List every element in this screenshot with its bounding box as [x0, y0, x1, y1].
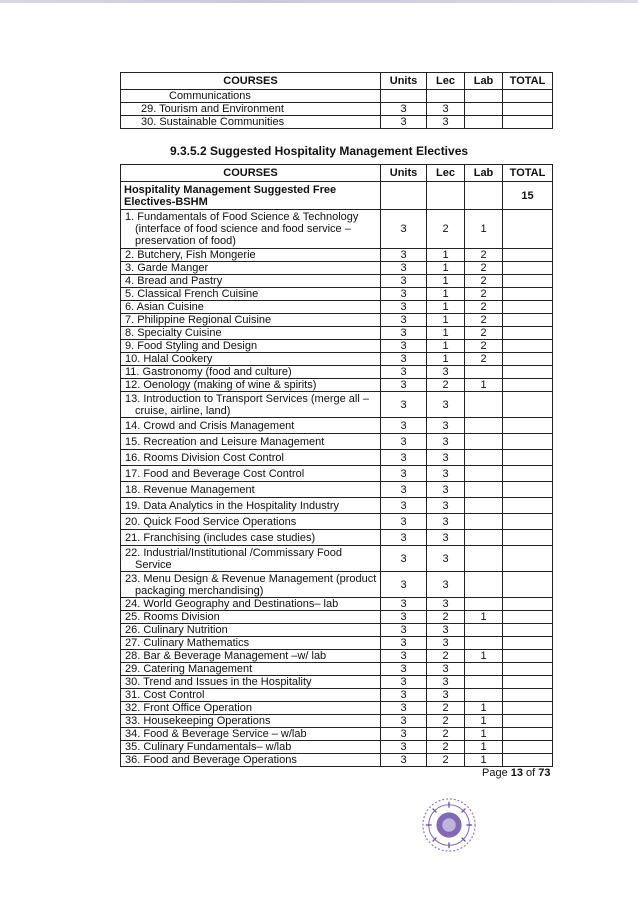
course-cell: 34. Food & Beverage Service – w/lab	[121, 728, 381, 741]
lec-cell: 3	[427, 530, 465, 546]
lec-cell: 3	[427, 689, 465, 702]
units-cell: 3	[381, 689, 427, 702]
total-cell	[503, 301, 553, 314]
lab-cell	[465, 663, 503, 676]
table-row	[121, 249, 553, 262]
total-cell	[503, 103, 553, 116]
lab-cell	[465, 676, 503, 689]
lec-cell: 1	[427, 327, 465, 340]
units-cell: 3	[381, 598, 427, 611]
lec-cell: 1	[427, 301, 465, 314]
units-cell: 3	[381, 450, 427, 466]
lab-cell	[465, 624, 503, 637]
total-cell	[503, 262, 553, 275]
course-cell: 27. Culinary Mathematics	[121, 637, 381, 650]
units-cell: 3	[381, 650, 427, 663]
header-total: TOTAL	[503, 73, 553, 90]
lab-cell	[465, 530, 503, 546]
lec-cell: 2	[427, 754, 465, 767]
units-cell: 3	[381, 498, 427, 514]
table-row	[121, 611, 553, 624]
lab-cell	[465, 466, 503, 482]
lec-cell: 3	[427, 572, 465, 598]
header-units: Units	[381, 73, 427, 90]
table-row	[121, 598, 553, 611]
course-cell: 9. Food Styling and Design	[121, 340, 381, 353]
table-row	[121, 210, 553, 249]
lec-cell: 1	[427, 275, 465, 288]
table-row	[121, 103, 553, 116]
total-cell	[503, 366, 553, 379]
units-cell: 3	[381, 702, 427, 715]
units-cell: 3	[381, 434, 427, 450]
group-units-cell	[381, 182, 427, 210]
lab-cell: 2	[465, 340, 503, 353]
page-number	[482, 767, 551, 779]
total-cell	[503, 546, 553, 572]
table-row	[121, 514, 553, 530]
course-cell: 19. Data Analytics in the Hospitality Industry	[121, 498, 381, 514]
units-cell: 3	[381, 275, 427, 288]
section-heading: 9.3.5.2 Suggested Hospitality Management Electives	[169, 144, 469, 158]
total-cell	[503, 249, 553, 262]
total-cell	[503, 650, 553, 663]
lec-cell: 3	[427, 676, 465, 689]
lec-cell	[427, 90, 465, 103]
lab-cell	[465, 116, 503, 129]
courses-table-continued	[120, 72, 553, 129]
lab-cell: 1	[465, 210, 503, 249]
units-cell: 3	[381, 741, 427, 754]
course-cell: 15. Recreation and Leisure Management	[121, 434, 381, 450]
total-cell	[503, 90, 553, 103]
lab-cell	[465, 392, 503, 418]
lab-cell	[465, 498, 503, 514]
table-row	[121, 624, 553, 637]
units-cell: 3	[381, 637, 427, 650]
lec-cell: 1	[427, 249, 465, 262]
course-cell: 33. Housekeeping Operations	[121, 715, 381, 728]
table-row	[121, 301, 553, 314]
group-lab-cell	[465, 182, 503, 210]
total-cell	[503, 598, 553, 611]
lec-cell: 2	[427, 728, 465, 741]
lab-cell	[465, 689, 503, 702]
units-cell: 3	[381, 366, 427, 379]
header-lec: Lec	[427, 73, 465, 90]
units-cell: 3	[381, 466, 427, 482]
table-row	[121, 379, 553, 392]
units-cell: 3	[381, 611, 427, 624]
lab-cell: 1	[465, 741, 503, 754]
lab-cell	[465, 103, 503, 116]
lab-cell	[465, 366, 503, 379]
header-courses: COURSES	[121, 165, 381, 182]
lec-cell: 3	[427, 366, 465, 379]
total-cell	[503, 353, 553, 366]
units-cell: 3	[381, 418, 427, 434]
table-row	[121, 715, 553, 728]
table-row	[121, 418, 553, 434]
table-row	[121, 340, 553, 353]
table-row	[121, 689, 553, 702]
table-row	[121, 663, 553, 676]
top-border-strip	[0, 0, 638, 3]
lec-cell: 3	[427, 637, 465, 650]
group-total: 15	[503, 182, 553, 210]
total-cell	[503, 314, 553, 327]
lab-cell: 2	[465, 275, 503, 288]
lec-cell: 3	[427, 418, 465, 434]
course-cell: 14. Crowd and Crisis Management	[121, 418, 381, 434]
header-courses: COURSES	[121, 73, 381, 90]
lec-cell: 3	[427, 392, 465, 418]
table-row	[121, 572, 553, 598]
units-cell: 3	[381, 624, 427, 637]
total-cell	[503, 116, 553, 129]
lab-cell: 1	[465, 715, 503, 728]
units-cell: 3	[381, 301, 427, 314]
header-lec: Lec	[427, 165, 465, 182]
table-row	[121, 650, 553, 663]
lec-cell: 2	[427, 741, 465, 754]
lab-cell	[465, 637, 503, 650]
header-lab: Lab	[465, 73, 503, 90]
course-cell: 18. Revenue Management	[121, 482, 381, 498]
lab-cell: 2	[465, 353, 503, 366]
table-header-row	[121, 73, 553, 90]
course-cell: 24. World Geography and Destinations– lab	[121, 598, 381, 611]
group-title-row	[121, 182, 553, 210]
table-row	[121, 546, 553, 572]
lab-cell: 2	[465, 249, 503, 262]
lec-cell: 1	[427, 314, 465, 327]
units-cell: 3	[381, 249, 427, 262]
lec-cell: 2	[427, 650, 465, 663]
lec-cell: 3	[427, 116, 465, 129]
lec-cell: 3	[427, 663, 465, 676]
lab-cell	[465, 546, 503, 572]
hospitality-electives-table	[120, 164, 553, 767]
units-cell: 3	[381, 728, 427, 741]
course-cell: 17. Food and Beverage Cost Control	[121, 466, 381, 482]
lab-cell: 2	[465, 301, 503, 314]
total-cell	[503, 392, 553, 418]
page-sep: of	[523, 767, 539, 779]
lab-cell	[465, 572, 503, 598]
lab-cell: 1	[465, 650, 503, 663]
course-cell: Communications	[121, 90, 381, 103]
units-cell: 3	[381, 210, 427, 249]
table-row	[121, 288, 553, 301]
total-cell	[503, 466, 553, 482]
units-cell: 3	[381, 676, 427, 689]
total-cell	[503, 754, 553, 767]
units-cell: 3	[381, 327, 427, 340]
total-cell	[503, 379, 553, 392]
course-cell: 6. Asian Cuisine	[121, 301, 381, 314]
total-cell	[503, 498, 553, 514]
course-cell: 4. Bread and Pastry	[121, 275, 381, 288]
lec-cell: 1	[427, 288, 465, 301]
total-cell	[503, 288, 553, 301]
units-cell: 3	[381, 482, 427, 498]
units-cell: 3	[381, 572, 427, 598]
table-row	[121, 466, 553, 482]
total-cell	[503, 434, 553, 450]
table-row	[121, 530, 553, 546]
units-cell: 3	[381, 340, 427, 353]
total-cell	[503, 340, 553, 353]
units-cell: 3	[381, 392, 427, 418]
lec-cell: 3	[427, 598, 465, 611]
units-cell: 3	[381, 715, 427, 728]
total-cell	[503, 663, 553, 676]
lab-cell: 2	[465, 262, 503, 275]
course-cell: 7. Philippine Regional Cuisine	[121, 314, 381, 327]
header-total: TOTAL	[503, 165, 553, 182]
total-cell	[503, 611, 553, 624]
lec-cell: 3	[427, 546, 465, 572]
table-row	[121, 728, 553, 741]
lab-cell: 1	[465, 611, 503, 624]
lec-cell: 1	[427, 262, 465, 275]
course-cell: 35. Culinary Fundamentals– w/lab	[121, 741, 381, 754]
lec-cell: 2	[427, 715, 465, 728]
units-cell: 3	[381, 530, 427, 546]
units-cell: 3	[381, 379, 427, 392]
units-cell: 3	[381, 663, 427, 676]
total-cell	[503, 741, 553, 754]
units-cell: 3	[381, 288, 427, 301]
table-row	[121, 702, 553, 715]
lab-cell	[465, 450, 503, 466]
lab-cell	[465, 434, 503, 450]
lec-cell: 3	[427, 450, 465, 466]
total-cell	[503, 624, 553, 637]
course-cell: 29. Tourism and Environment	[121, 103, 381, 116]
total-cell	[503, 728, 553, 741]
lec-cell: 3	[427, 482, 465, 498]
course-cell: 25. Rooms Division	[121, 611, 381, 624]
course-cell: 30. Trend and Issues in the Hospitality	[121, 676, 381, 689]
course-cell: 36. Food and Beverage Operations	[121, 754, 381, 767]
lec-cell: 3	[427, 624, 465, 637]
lec-cell: 3	[427, 498, 465, 514]
lec-cell: 3	[427, 514, 465, 530]
lab-cell: 2	[465, 288, 503, 301]
lab-cell	[465, 90, 503, 103]
lec-cell: 2	[427, 379, 465, 392]
table-row	[121, 314, 553, 327]
lab-cell: 1	[465, 728, 503, 741]
total-cell	[503, 482, 553, 498]
course-cell: 3. Garde Manger	[121, 262, 381, 275]
total-cell	[503, 702, 553, 715]
course-cell: 8. Specialty Cuisine	[121, 327, 381, 340]
course-cell: 29. Catering Management	[121, 663, 381, 676]
group-title: Hospitality Management Suggested Free Electives-BSHM	[121, 182, 381, 210]
course-cell: 10. Halal Cookery	[121, 353, 381, 366]
lab-cell	[465, 598, 503, 611]
group-lec-cell	[427, 182, 465, 210]
total-cell	[503, 450, 553, 466]
units-cell: 3	[381, 353, 427, 366]
units-cell: 3	[381, 754, 427, 767]
course-cell: 11. Gastronomy (food and culture)	[121, 366, 381, 379]
lab-cell: 2	[465, 327, 503, 340]
lab-cell: 2	[465, 314, 503, 327]
units-cell: 3	[381, 514, 427, 530]
lab-cell: 1	[465, 379, 503, 392]
total-cell	[503, 418, 553, 434]
lec-cell: 2	[427, 702, 465, 715]
lec-cell: 1	[427, 353, 465, 366]
page-prefix: Page	[482, 767, 511, 779]
course-cell: 30. Sustainable Communities	[121, 116, 381, 129]
table-row	[121, 392, 553, 418]
units-cell: 3	[381, 116, 427, 129]
table-row	[121, 637, 553, 650]
course-cell: 5. Classical French Cuisine	[121, 288, 381, 301]
units-cell: 3	[381, 103, 427, 116]
course-cell: 2. Butchery, Fish Mongerie	[121, 249, 381, 262]
table-row	[121, 482, 553, 498]
table-row	[121, 90, 553, 103]
table-row	[121, 676, 553, 689]
course-cell: 12. Oenology (making of wine & spirits)	[121, 379, 381, 392]
course-cell: 31. Cost Control	[121, 689, 381, 702]
table-row	[121, 741, 553, 754]
page-current: 13	[510, 767, 523, 779]
course-cell: 28. Bar & Beverage Management –w/ lab	[121, 650, 381, 663]
course-cell: 21. Franchising (includes case studies)	[121, 530, 381, 546]
table-row	[121, 262, 553, 275]
table-row	[121, 498, 553, 514]
lec-cell: 3	[427, 434, 465, 450]
course-cell: 32. Front Office Operation	[121, 702, 381, 715]
table-row	[121, 275, 553, 288]
course-cell: 13. Introduction to Transport Services (merge all – cruise, airline, land)	[121, 392, 381, 418]
units-cell: 3	[381, 262, 427, 275]
table-row	[121, 116, 553, 129]
lec-cell: 2	[427, 611, 465, 624]
table-row	[121, 434, 553, 450]
course-cell: 26. Culinary Nutrition	[121, 624, 381, 637]
total-cell	[503, 327, 553, 340]
lab-cell	[465, 514, 503, 530]
lab-cell	[465, 482, 503, 498]
total-cell	[503, 210, 553, 249]
course-cell: 23. Menu Design & Revenue Management (product packaging merchandising)	[121, 572, 381, 598]
header-units: Units	[381, 165, 427, 182]
lab-cell: 1	[465, 702, 503, 715]
table-row	[121, 353, 553, 366]
total-cell	[503, 689, 553, 702]
lec-cell: 2	[427, 210, 465, 249]
table-header-row	[121, 165, 553, 182]
course-cell: 16. Rooms Division Cost Control	[121, 450, 381, 466]
course-cell: 22. Industrial/Institutional /Commissary Food Service	[121, 546, 381, 572]
total-cell	[503, 572, 553, 598]
lab-cell: 1	[465, 754, 503, 767]
table-row	[121, 327, 553, 340]
page-total: 73	[538, 767, 551, 779]
course-cell: 20. Quick Food Service Operations	[121, 514, 381, 530]
lec-cell: 3	[427, 103, 465, 116]
units-cell: 3	[381, 314, 427, 327]
table-row	[121, 450, 553, 466]
lec-cell: 3	[427, 466, 465, 482]
total-cell	[503, 530, 553, 546]
header-lab: Lab	[465, 165, 503, 182]
total-cell	[503, 637, 553, 650]
units-cell: 3	[381, 546, 427, 572]
table-row	[121, 754, 553, 767]
lec-cell: 1	[427, 340, 465, 353]
course-cell: 1. Fundamentals of Food Science & Technology (interface of food science and food service – preservation of food)	[121, 210, 381, 249]
units-cell	[381, 90, 427, 103]
table-row	[121, 366, 553, 379]
total-cell	[503, 514, 553, 530]
total-cell	[503, 275, 553, 288]
lab-cell	[465, 418, 503, 434]
total-cell	[503, 676, 553, 689]
ched-seal-icon	[420, 796, 478, 854]
total-cell	[503, 715, 553, 728]
